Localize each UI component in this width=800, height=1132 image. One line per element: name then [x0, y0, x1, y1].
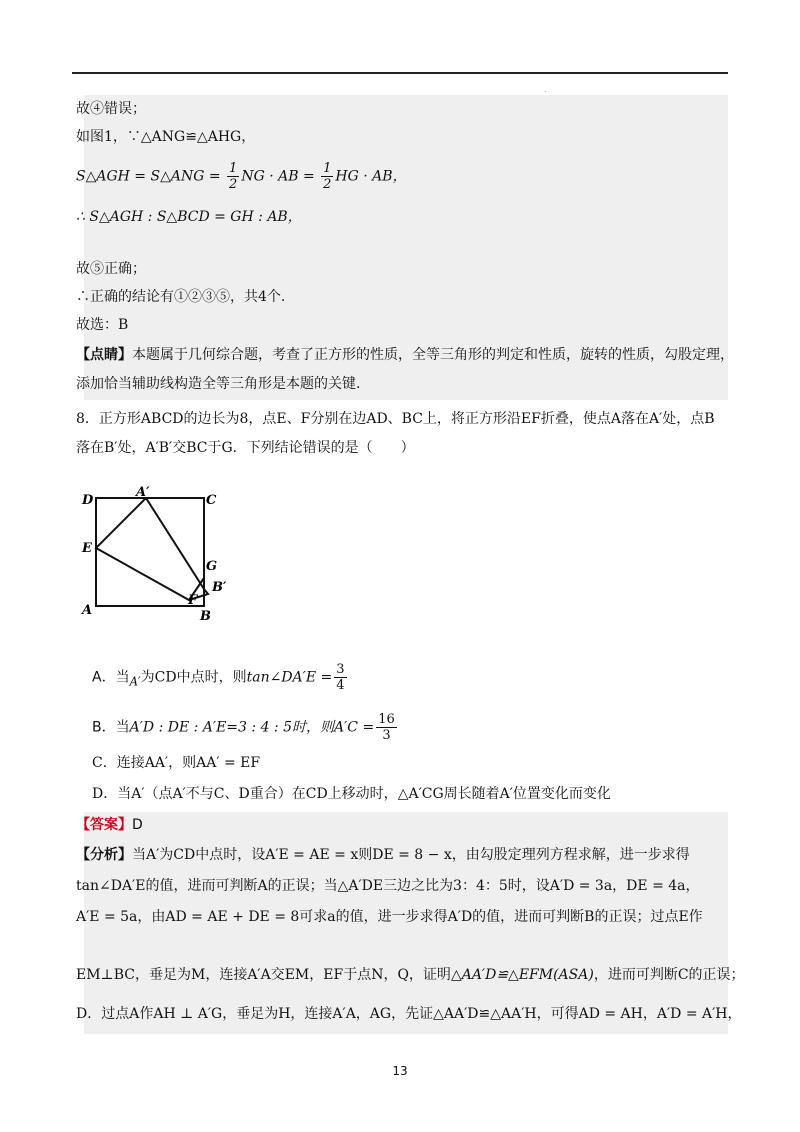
analysis-text-1: 当A′为CD中点时，设A′E = AE = x则DE = 8 − x，由勾股定理列方程求解，进一步求得: [132, 847, 690, 863]
square-abcd: [96, 498, 204, 606]
prev-line-2: 如图1，∵△ANG≌△AHG，: [76, 129, 256, 145]
analysis-line-2: tan∠DA′E的值，进而可判断A的正误；当△A′DE三边之比为3：4：5时，设A′D = 3a，DE = 4a，: [76, 878, 700, 894]
label-a: A: [82, 603, 93, 618]
option-a-text: 为CD中点时，则: [140, 669, 247, 686]
note-text-1: 本题属于几何综合题，考查了正方形的性质，全等三角形的判定和性质，旋转的性质，勾股定理，: [132, 347, 734, 363]
analysis-congruence: △AA′D≌△EFM(ASA): [450, 967, 594, 983]
geometry-figure: [76, 478, 246, 628]
answer-tag: 【答案】: [76, 817, 132, 833]
option-d: [92, 784, 611, 804]
option-d-text-2: △A′CG周长随着A′位置变化而变化: [397, 786, 611, 802]
option-b-fraction: $\frac{16}{3}$: [378, 712, 395, 743]
half-fraction-2: $\frac{1}{2}$: [323, 161, 332, 192]
option-a-prefix: A．当: [92, 669, 130, 686]
analysis-line-5: D．过点A作AH ⊥ A′G，垂足为H，连接A′A，AG，先证△AA′D≌△AA′H，可得AD = AH，A′D = A′H，: [76, 1006, 742, 1022]
prev-line-6: ∴正确的结论有①②③⑤，共4个.: [76, 289, 286, 305]
label-d: D: [82, 493, 94, 508]
prev-line-5: 故⑤正确；: [76, 261, 146, 277]
option-a-expr: tan∠DA′E =: [246, 669, 333, 686]
note-tag: 【点睛】: [76, 347, 132, 363]
option-a-fraction: $\frac{3}{4}$: [336, 662, 345, 693]
answer-line: [76, 815, 143, 835]
question-line-2: 落在B′处，A′B′交BC于G．下列结论错误的是（ ）: [76, 440, 415, 456]
label-f: F: [188, 593, 198, 608]
header-rule: [72, 72, 728, 74]
analysis-line-4: [76, 965, 745, 985]
prev-line-1: 故④错误；: [76, 101, 146, 117]
analysis-tag: 【分析】: [76, 847, 132, 863]
option-a: [92, 662, 349, 693]
label-e: E: [82, 541, 92, 556]
header-dot: .: [544, 85, 547, 94]
label-b: B: [200, 609, 211, 624]
label-a-prime: A′: [136, 485, 150, 500]
answer-value: D: [132, 817, 143, 833]
analysis-line-3: A′E = 5a，由AD = AE + DE = 8可求a的值，进一步求得A′D的值，进而可判断B的正误；过点E作: [76, 909, 703, 925]
half-fraction-1: $\frac{1}{2}$: [229, 161, 238, 192]
option-b-prefix: B．当: [92, 719, 130, 736]
page-number: 13: [392, 1064, 408, 1078]
folded-quadrilateral: [96, 498, 208, 600]
prev-note-line-1: [76, 345, 734, 365]
option-b-ratio: A′D : DE : A′E=3 : 4 : 5时，则: [129, 719, 334, 736]
label-g: G: [206, 559, 218, 574]
prev-line-3: [76, 161, 407, 192]
option-c: C．连接AA′，则AA′ = EF: [92, 755, 261, 771]
analysis-text-4a: EM⊥BC，垂足为M，连接A′A交EM，EF于点N，Q，证明: [76, 967, 451, 983]
analysis-text-4c: ，进而可判断C的正误；: [593, 967, 745, 983]
area-eq-end: HG · AB，: [335, 168, 407, 185]
question-line-1: 8．正方形ABCD的边长为8，点E、F分别在边AD、BC上，将正方形沿EF折叠，使点A落在A′处，点B: [76, 411, 715, 427]
option-d-text-1: D．当A′（点A′不与C、D重合）在CD上移动时，: [92, 786, 398, 802]
area-eq-mid: NG · AB =: [241, 168, 320, 185]
area-eq-start: S△AGH = S△ANG =: [76, 168, 226, 185]
analysis-line-1: [76, 845, 690, 865]
label-c: C: [206, 493, 217, 508]
option-b-expr: A′C =: [334, 719, 375, 736]
prev-note-line-2: 添加恰当辅助线构造全等三角形是本题的关键.: [76, 376, 361, 392]
prev-line-4: ∴ S△AGH : S△BCD = GH : AB，: [76, 209, 302, 225]
option-a-point: A′: [129, 674, 141, 689]
prev-line-7: 故选：B: [76, 317, 129, 333]
label-b-prime: B′: [212, 580, 227, 595]
option-b: [92, 712, 399, 743]
